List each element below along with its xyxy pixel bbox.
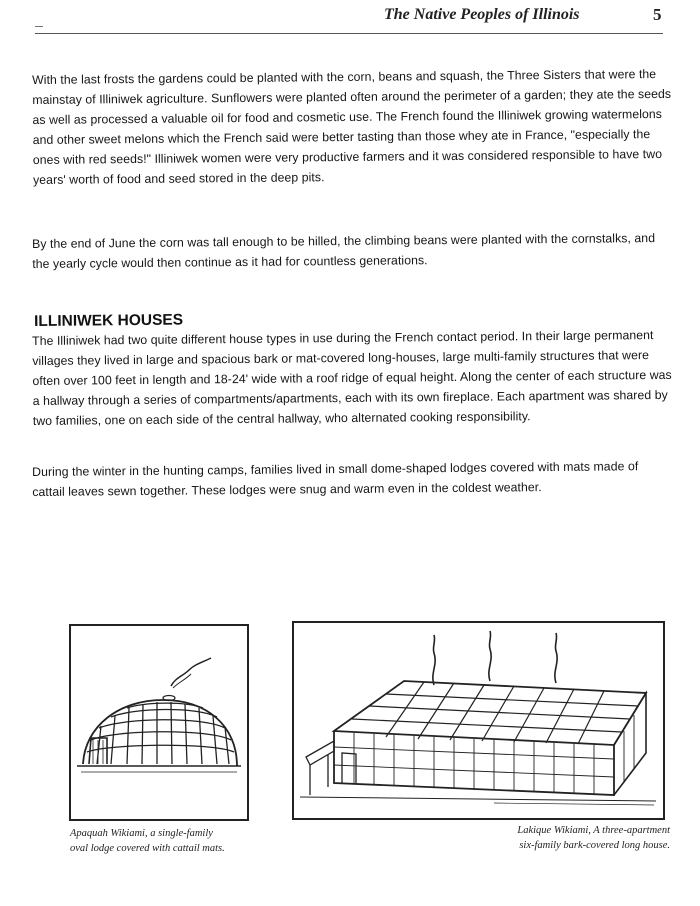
caption-dome-lodge-line2: oval lodge covered with cattail mats. bbox=[70, 843, 225, 854]
paragraph-gardens: With the last frosts the gardens could be planted with the corn, beans and squash, the Three Sisters that were the mainstay of Illiniwek agriculture. Sunflowers were planted often around the perimeter of a garden; they ate the seeds as well as processed a valuable oil for food and cosmetic use. The French found the Illiniwek growing watermelons and other sweet melons which the French said were better tasting than those whey ate in France, "especially the ones with red seeds!" Illiniwek women were very productive farmers and it was considered responsible to have two years' worth of food and seed stored in the deep pits. bbox=[32, 67, 672, 187]
longhouse-drawing bbox=[294, 623, 663, 818]
longhouse-illustration bbox=[292, 621, 665, 820]
header-mark bbox=[35, 26, 43, 27]
dome-lodge-illustration bbox=[69, 624, 249, 821]
paragraph-houses: The Illiniwek had two quite different house types in use during the French contact period. In their large permanent villages they lived in large and spacious bark or mat-covered long-houses, large multi-family structures that were often over 100 feet in length and 18-24' wide with a roof ridge of equal height. Along the center of each structure was a hallway through a series of compartments/apartments, each with its own fireplace. Each apartment was shared by two families, one on each side of the central hallway, who alternated cooking responsibility. bbox=[32, 328, 672, 428]
caption-longhouse-line1: Lakique Wikiami, A three-apartment bbox=[517, 825, 670, 836]
header-title: The Native Peoples of Illinois bbox=[384, 6, 580, 23]
paragraph-winter: During the winter in the hunting camps, families lived in small dome-shaped lodges covered with mats made of cattail leaves sewn together. These lodges were snug and warm even in the coldest weather. bbox=[32, 459, 639, 499]
caption-longhouse-line2: six-family bark-covered long house. bbox=[519, 840, 670, 851]
page-number: 5 bbox=[653, 5, 662, 24]
caption-dome-lodge-line1: Apaquah Wikiami, a single-family bbox=[70, 828, 213, 839]
dome-lodge-drawing bbox=[71, 626, 247, 819]
paragraph-june: By the end of June the corn was tall enough to be hilled, the climbing beans were planted with the cornstalks, and the yearly cycle would then continue as it had for countless generations. bbox=[32, 231, 656, 271]
header-rule bbox=[35, 33, 663, 34]
caption-longhouse bbox=[438, 823, 670, 853]
section-heading: ILLINIWEK HOUSES bbox=[34, 311, 184, 330]
caption-dome-lodge bbox=[70, 826, 300, 856]
